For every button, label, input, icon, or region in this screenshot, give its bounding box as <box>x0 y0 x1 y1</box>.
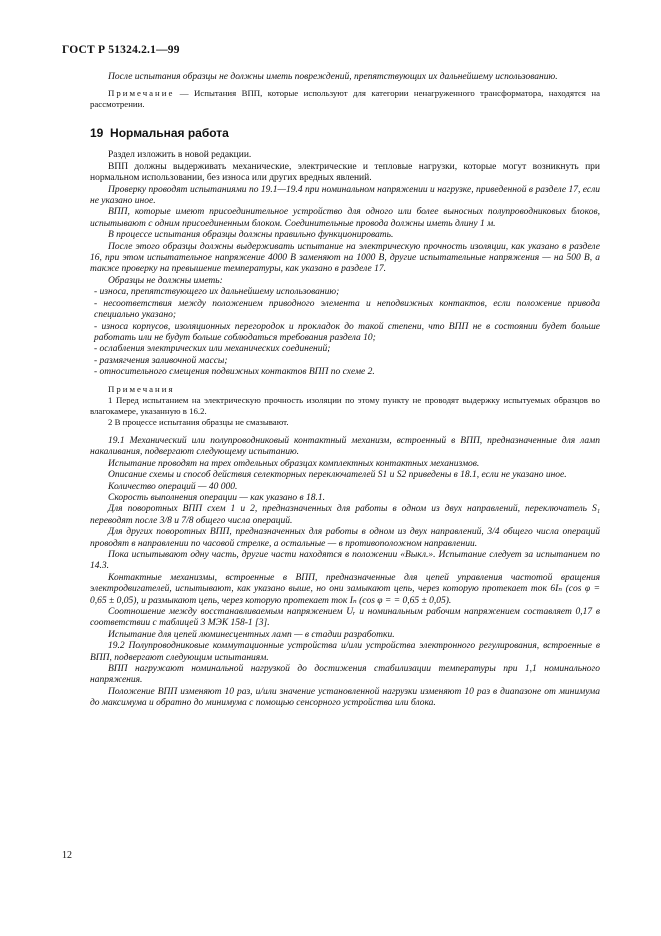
paragraph: Контактные механизмы, встроенные в ВПП, предназначенные для цепей управления частотой вращения электродвигателей, испытывают, как указано выше, но они замыкают цепь, через которую протекает ток 6Iₙ (cos φ = 0,65 ± 0,05), и размыкают цепь, через которую протекает ток Iₙ (cos φ = = 0,65 ± 0,05). <box>90 572 600 606</box>
paragraph: ВПП должны выдерживать механические, электрические и тепловые нагрузки, которые могут возникнуть при нормальном использовании, без износа или других вредных явлений. <box>90 161 600 184</box>
section-title: Нормальная работа <box>110 126 229 141</box>
paragraph: Описание схемы и способ действия селекторных переключателей S1 и S2 приведены в 18.1, если не указано иное. <box>108 470 567 481</box>
paragraph: ВПП, которые имеют присоединительное устройство для одного или более выносных полупроводниковых блоков, испытывают с одним присоединенным блоком. Соединительные провода должны иметь длину 1 м. <box>90 207 600 229</box>
paragraph: 19.1 Механический или полупроводниковый контактный механизм, встроенный в ВПП, предназначенные для ламп накаливания, подвергают следующему испытанию. <box>90 435 600 458</box>
note: 1 Перед испытанием на электрическую прочность изоляции по этому пункту не проводят выдержку испытуемых образцов во влагокамере, указанную в 16.2. <box>90 394 600 416</box>
paragraph: Раздел изложить в новой редакции. <box>108 150 252 161</box>
page-content <box>90 72 600 710</box>
paragraph: После испытания образцы не должны иметь повреждений, препятствующих их дальнейшему использованию. <box>108 72 558 82</box>
paragraph: ВПП нагружают номинальной нагрузкой до достижения стабилизации температуры при 1,1 номинального напряжения. <box>90 664 600 686</box>
list-item: - износа, препятствующего их дальнейшему использованию; <box>94 287 340 298</box>
list-item: - относительного смещения подвижных контактов ВПП по схеме 2. <box>94 367 375 378</box>
list-item: - ослабления электрических или механических соединений; <box>94 344 331 355</box>
paragraph: Образцы не должны иметь: <box>108 275 223 286</box>
paragraph: Для других поворотных ВПП, предназначенных для работы в одном из двух направлений, 3/4 общего числа операций проводят в направлении по часовой стрелке, а остальные — в противоположном направлении. <box>90 527 600 549</box>
list-item: - износа корпусов, изоляционных перегородок и прокладок до такой степени, что ВПП не в состоянии будет больше работать или не будут больше соблюдаться требования раздела 10; <box>94 321 600 343</box>
note <box>90 88 600 110</box>
paragraph: Количество операций — 40 000. <box>108 481 238 492</box>
notes-heading: Примечания <box>108 383 175 394</box>
paragraph: Для поворотных ВПП схем 1 и 2, предназначенных для работы в одном из двух направлений, переключатель S₁ переводят после 3/8 и 7/8 общего числа операций. <box>90 504 600 526</box>
paragraph: Испытание проводят на трех отдельных образцах комплектных контактных механизмов. <box>108 458 480 469</box>
paragraph: Соотношение между восстанавливаемым напряжением Uᵣ и номинальным рабочим напряжением составляет 0,17 в соответствии с таблицей 3 МЭК 158-1 [3]. <box>90 607 600 629</box>
section-number: 19 <box>90 126 104 141</box>
paragraph: 19.2 Полупроводниковые коммутационные устройства и/или устройства электронного регулирования, встроенные в ВПП, подвергают следующим испытаниям. <box>90 641 600 663</box>
note: 2 В процессе испытания образцы не смазывают. <box>108 416 289 427</box>
paragraph: Скорость выполнения операции — как указано в 18.1. <box>108 492 325 503</box>
note-label: Примечание <box>108 88 175 99</box>
paragraph: Проверку проводят испытаниями по 19.1—19.4 при номинальном напряжении и нагрузке, приведенной в разделе 17, если не указано иное. <box>90 184 600 207</box>
page-header: ГОСТ Р 51324.2.1—99 <box>62 44 180 56</box>
list-item: - размягчения заливочной массы; <box>94 355 228 366</box>
paragraph: В процессе испытания образцы должны правильно функционировать. <box>108 230 394 241</box>
note-text: — Испытания ВПП, которые используют для категории ненагруженного трансформатора, находятся на рассмотрении. <box>90 88 600 110</box>
paragraph: После этого образцы должны выдерживать испытание на электрическую прочность изоляции, как указано в разделе 16, при этом испытательное напряжение 4000 В заменяют на 1000 В, другие испытательные напряжения — на 500 В, а также проверку на превышение температуры, как указано в разделе 17. <box>90 241 600 275</box>
paragraph: Положение ВПП изменяют 10 раз, и/или значение установленной нагрузки изменяют 10 раз в диапазоне от минимума до максимума и обратно до минимума с помощью сенсорного устройства или блока. <box>90 686 600 709</box>
paragraph: Пока испытывают одну часть, другие части находятся в положении «Выкл.». Испытание следует за испытанием по 14.3. <box>90 550 600 572</box>
paragraph: Испытание для цепей люминесцентных ламп — в стадии разработки. <box>108 629 395 640</box>
page-number: 12 <box>62 850 72 861</box>
list-item: - несоответствия между положением приводного элемента и неподвижных контактов, если положение привода специально указано; <box>94 298 600 321</box>
section-heading <box>90 126 600 140</box>
